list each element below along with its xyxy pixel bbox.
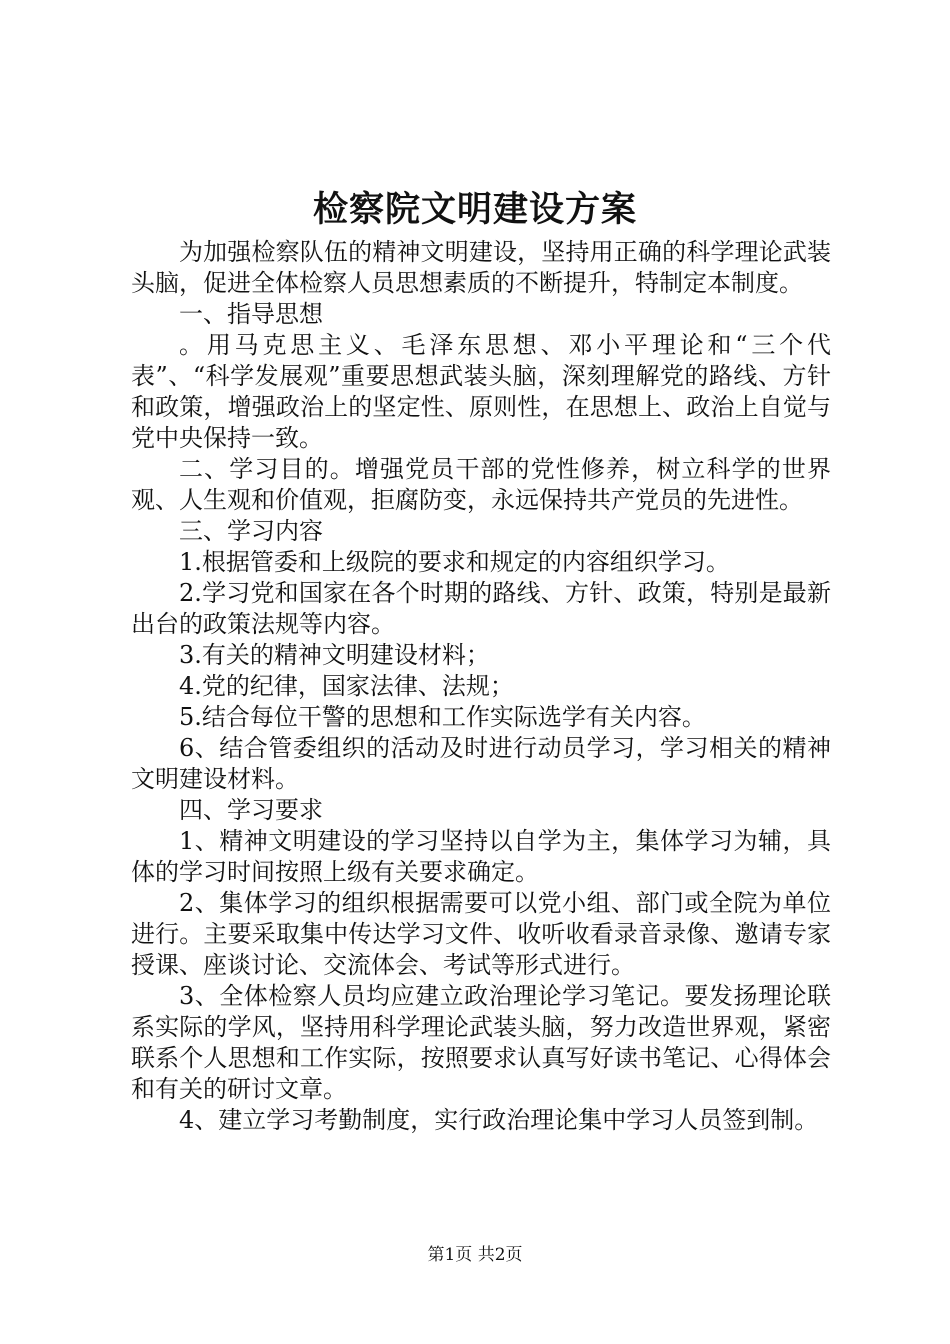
paragraph: 。用马克思主义、毛泽东思想、邓小平理论和“三个代表”、“科学发展观”重要思想武装头脑，深刻理解党的路线、方针和政策，增强政治上的坚定性、原则性，在思想上、政治上自觉与党中央保持一致。 xyxy=(131,331,831,452)
section-heading: 一、指导思想 xyxy=(179,300,323,328)
list-item: 5.结合每位干警的思想和工作实际选学有关内容。 xyxy=(179,703,706,731)
list-item: 1.根据管委和上级院的要求和规定的内容组织学习。 xyxy=(179,548,730,576)
section-heading: 四、学习要求 xyxy=(179,796,323,824)
section-heading: 三、学习内容 xyxy=(179,517,323,545)
list-item: 6、结合管委组织的活动及时进行动员学习，学习相关的精神文明建设材料。 xyxy=(131,734,831,793)
list-item: 4.党的纪律，国家法律、法规； xyxy=(179,672,514,700)
list-item: 2.学习党和国家在各个时期的路线、方针、政策，特别是最新出台的政策法规等内容。 xyxy=(131,579,831,638)
list-item: 3.有关的精神文明建设材料； xyxy=(179,641,490,669)
list-item: 4、建立学习考勤制度，实行政治理论集中学习人员签到制。 xyxy=(179,1106,819,1134)
page-number-footer: 第1页 共2页 xyxy=(427,1245,523,1265)
list-item: 2、集体学习的组织根据需要可以党小组、部门或全院为单位进行。主要采取集中传达学习文件、收听收看录音录像、邀请专家授课、座谈讨论、交流体会、考试等形式进行。 xyxy=(131,889,831,979)
paragraph: 为加强检察队伍的精神文明建设，坚持用正确的科学理论武装头脑，促进全体检察人员思想素质的不断提升，特制定本制度。 xyxy=(131,238,831,297)
document-title: 检察院文明建设方案 xyxy=(312,189,637,230)
paragraph: 二、学习目的。增强党员干部的党性修养，树立科学的世界观、人生观和价值观，拒腐防变，永远保持共产党员的先进性。 xyxy=(131,455,831,514)
document-body xyxy=(131,237,831,1136)
list-item: 3、全体检察人员均应建立政治理论学习笔记。要发扬理论联系实际的学风，坚持用科学理论武装头脑，努力改造世界观，紧密联系个人思想和工作实际，按照要求认真写好读书笔记、心得体会和有关的研讨文章。 xyxy=(131,982,831,1103)
list-item: 1、精神文明建设的学习坚持以自学为主，集体学习为辅，具体的学习时间按照上级有关要求确定。 xyxy=(131,827,831,886)
